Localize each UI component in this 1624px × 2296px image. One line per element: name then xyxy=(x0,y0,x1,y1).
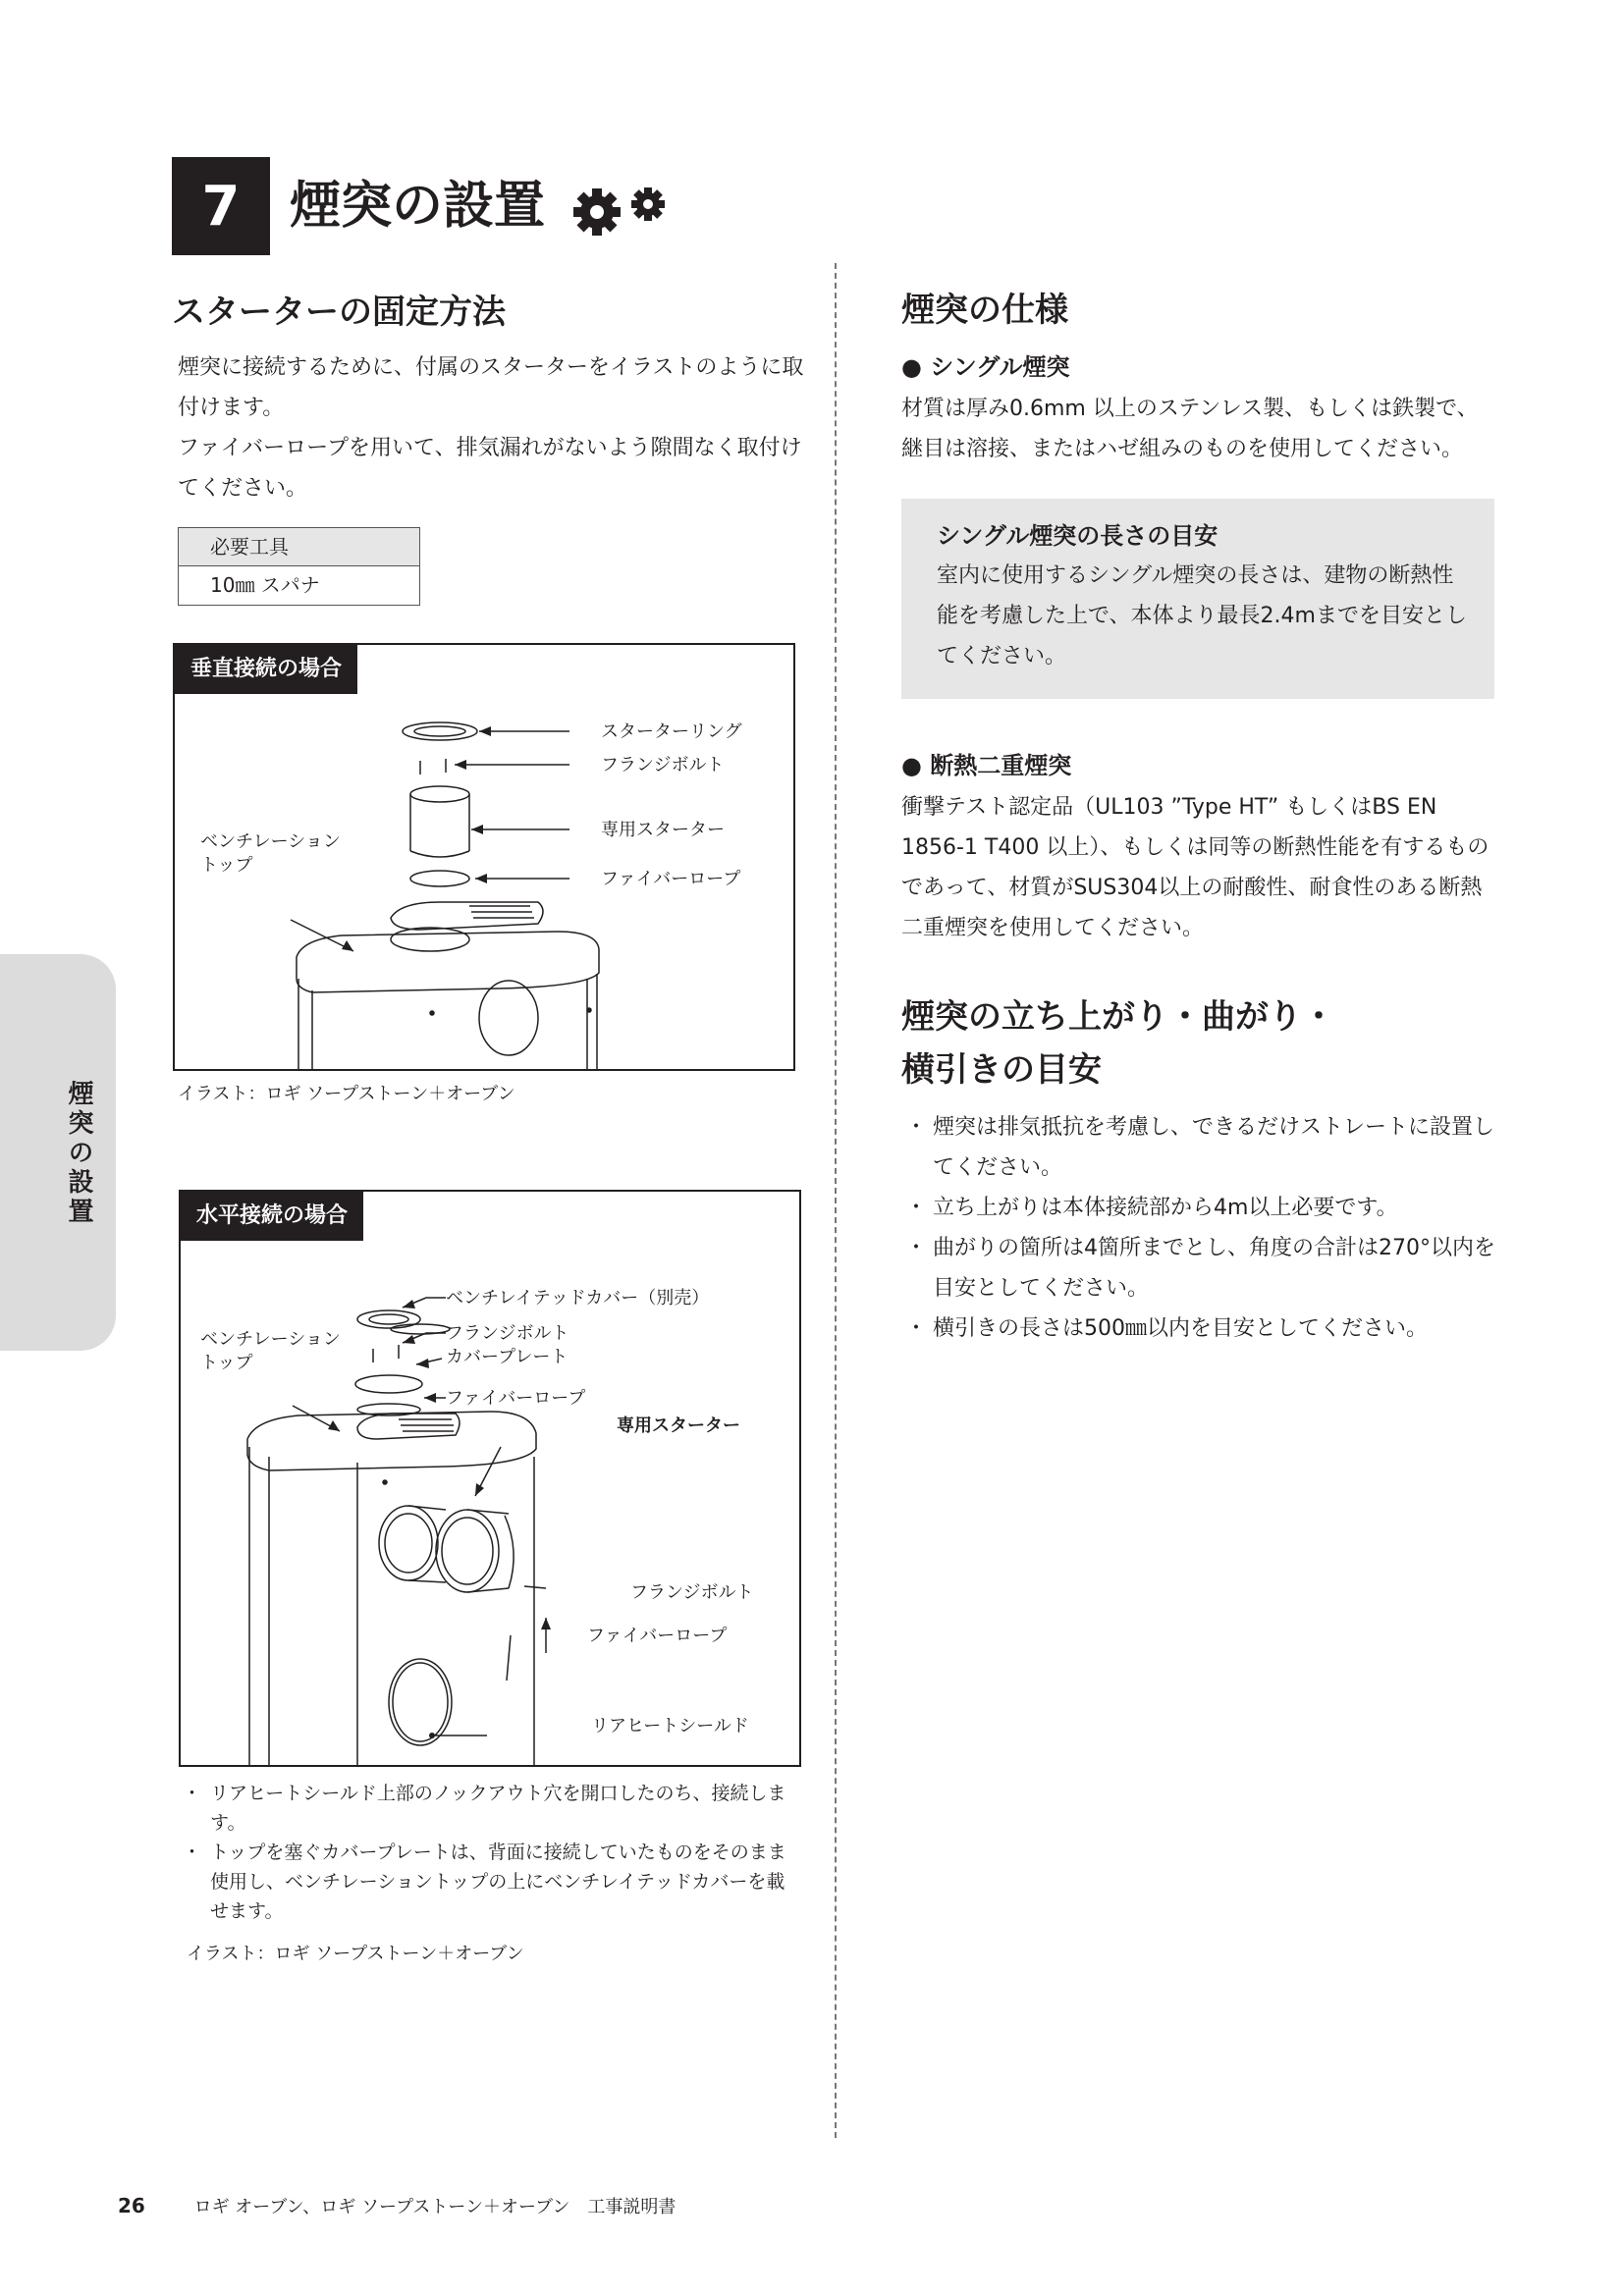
rise-item: ・ 煙突は排気抵抗を考慮し、できるだけストレートに設置してください。 xyxy=(905,1107,1496,1188)
info-box-text: 室内に使用するシングル煙突の長さは、建物の断熱性能を考慮した上で、本体より最長2.4mまでを目安としてください。 xyxy=(937,563,1467,668)
heading-line: 横引きの目安 xyxy=(901,1050,1102,1090)
tools-item: 10㎜ スパナ xyxy=(210,573,320,597)
chapter-title: 煙突の設置 xyxy=(290,177,546,236)
rise-list xyxy=(905,1107,1496,1349)
page-number: 26 xyxy=(118,2194,145,2217)
column-divider xyxy=(835,263,837,2138)
subheading-double: ● 断熱二重煙突 xyxy=(901,752,1072,779)
side-tab xyxy=(0,954,116,1351)
callout-label: ファイバーロープ xyxy=(601,869,741,889)
tools-table xyxy=(178,527,420,606)
callout-label: ベンチレイテッドカバー（別売） xyxy=(446,1288,710,1308)
figure-caption: イラスト：ロギ ソープストーン＋オーブン xyxy=(187,1944,524,1964)
note-item: ・ リアヒートシールド上部のノックアウト穴を開口したのち、接続します。 xyxy=(183,1779,801,1838)
stove-horizontal-illustration xyxy=(181,1192,799,1765)
callout-label: カバープレート xyxy=(446,1347,568,1367)
callout-label: 専用スターター xyxy=(617,1415,740,1436)
intro-text xyxy=(178,347,806,508)
stove-vertical-illustration xyxy=(175,645,793,1069)
callout-label: フランジボルト xyxy=(630,1582,754,1603)
section-heading-spec: 煙突の仕様 xyxy=(901,291,1068,330)
section-heading-starter: スターターの固定方法 xyxy=(172,293,506,332)
callout-label: ファイバーロープ xyxy=(587,1626,728,1646)
intro-paragraph: ファイバーロープを用いて、排気漏れがないよう隙間なく取付けてください。 xyxy=(178,436,802,501)
callout-label: フランジボルト xyxy=(446,1323,569,1344)
section-heading-rise xyxy=(901,995,1335,1092)
callout-label: ファイバーロープ xyxy=(446,1388,586,1409)
subheading-single: ● シングル煙突 xyxy=(901,353,1070,381)
heading-line: 煙突の立ち上がり・曲がり・ xyxy=(901,997,1335,1037)
gears-icon xyxy=(569,183,677,238)
callout-label: ベンチレーション xyxy=(200,831,341,852)
figure-caption: イラスト：ロギ ソープストーン＋オーブン xyxy=(178,1084,515,1104)
callout-label: トップ xyxy=(200,1353,253,1373)
callout-label: フランジボルト xyxy=(601,755,725,775)
callout-label: 専用スターター xyxy=(601,820,725,840)
chapter-number: 7 xyxy=(172,157,270,255)
figure-label: 水平接続の場合 xyxy=(181,1192,363,1241)
callout-label: ベンチレーション xyxy=(200,1329,341,1350)
note-item: ・ トップを塞ぐカバープレートは、背面に接続していたものをそのまま使用し、ベンチレーショントップの上にベンチレイテッドカバーを載せます。 xyxy=(183,1838,801,1926)
rise-item: ・ 横引きの長さは500㎜以内を目安としてください。 xyxy=(905,1308,1496,1349)
rise-item: ・ 曲がりの箇所は4箇所までとし、角度の合計は270°以内を目安としてください。 xyxy=(905,1228,1496,1308)
single-text: 材質は厚み0.6mm 以上のステンレス製、もしくは鉄製で、継目は溶接、またはハゼ組みのものを使用してください。 xyxy=(901,397,1479,461)
callout-label: スターターリング xyxy=(601,721,742,742)
callout-label: トップ xyxy=(200,855,253,876)
figure-notes xyxy=(183,1779,801,1926)
intro-paragraph: 煙突に接続するために、付属のスターターをイラストのように取付けます。 xyxy=(178,355,804,420)
callout-label: リアヒートシールド xyxy=(591,1716,749,1736)
double-text: 衝撃テスト認定品（UL103 ”Type HT” もしくはBS EN 1856-1 T400 以上）、もしくは同等の断熱性能を有するものであって、材質がSUS304以上の耐酸性、耐食性のある断熱二重煙突を使用してください。 xyxy=(901,795,1489,940)
footer xyxy=(118,2193,676,2218)
side-tab-label: 煙突の設置 xyxy=(64,1080,93,1227)
figure-horizontal xyxy=(179,1190,801,1767)
tools-header: 必要工具 xyxy=(179,528,419,566)
info-box-heading: シングル煙突の長さの目安 xyxy=(937,522,1218,550)
rise-item: ・ 立ち上がりは本体接続部から4m以上必要です。 xyxy=(905,1188,1496,1228)
document-title: ロギ オーブン、ロギ ソープストーン＋オーブン 工事説明書 xyxy=(193,2197,677,2217)
figure-vertical xyxy=(173,643,795,1071)
figure-label: 垂直接続の場合 xyxy=(175,645,357,694)
